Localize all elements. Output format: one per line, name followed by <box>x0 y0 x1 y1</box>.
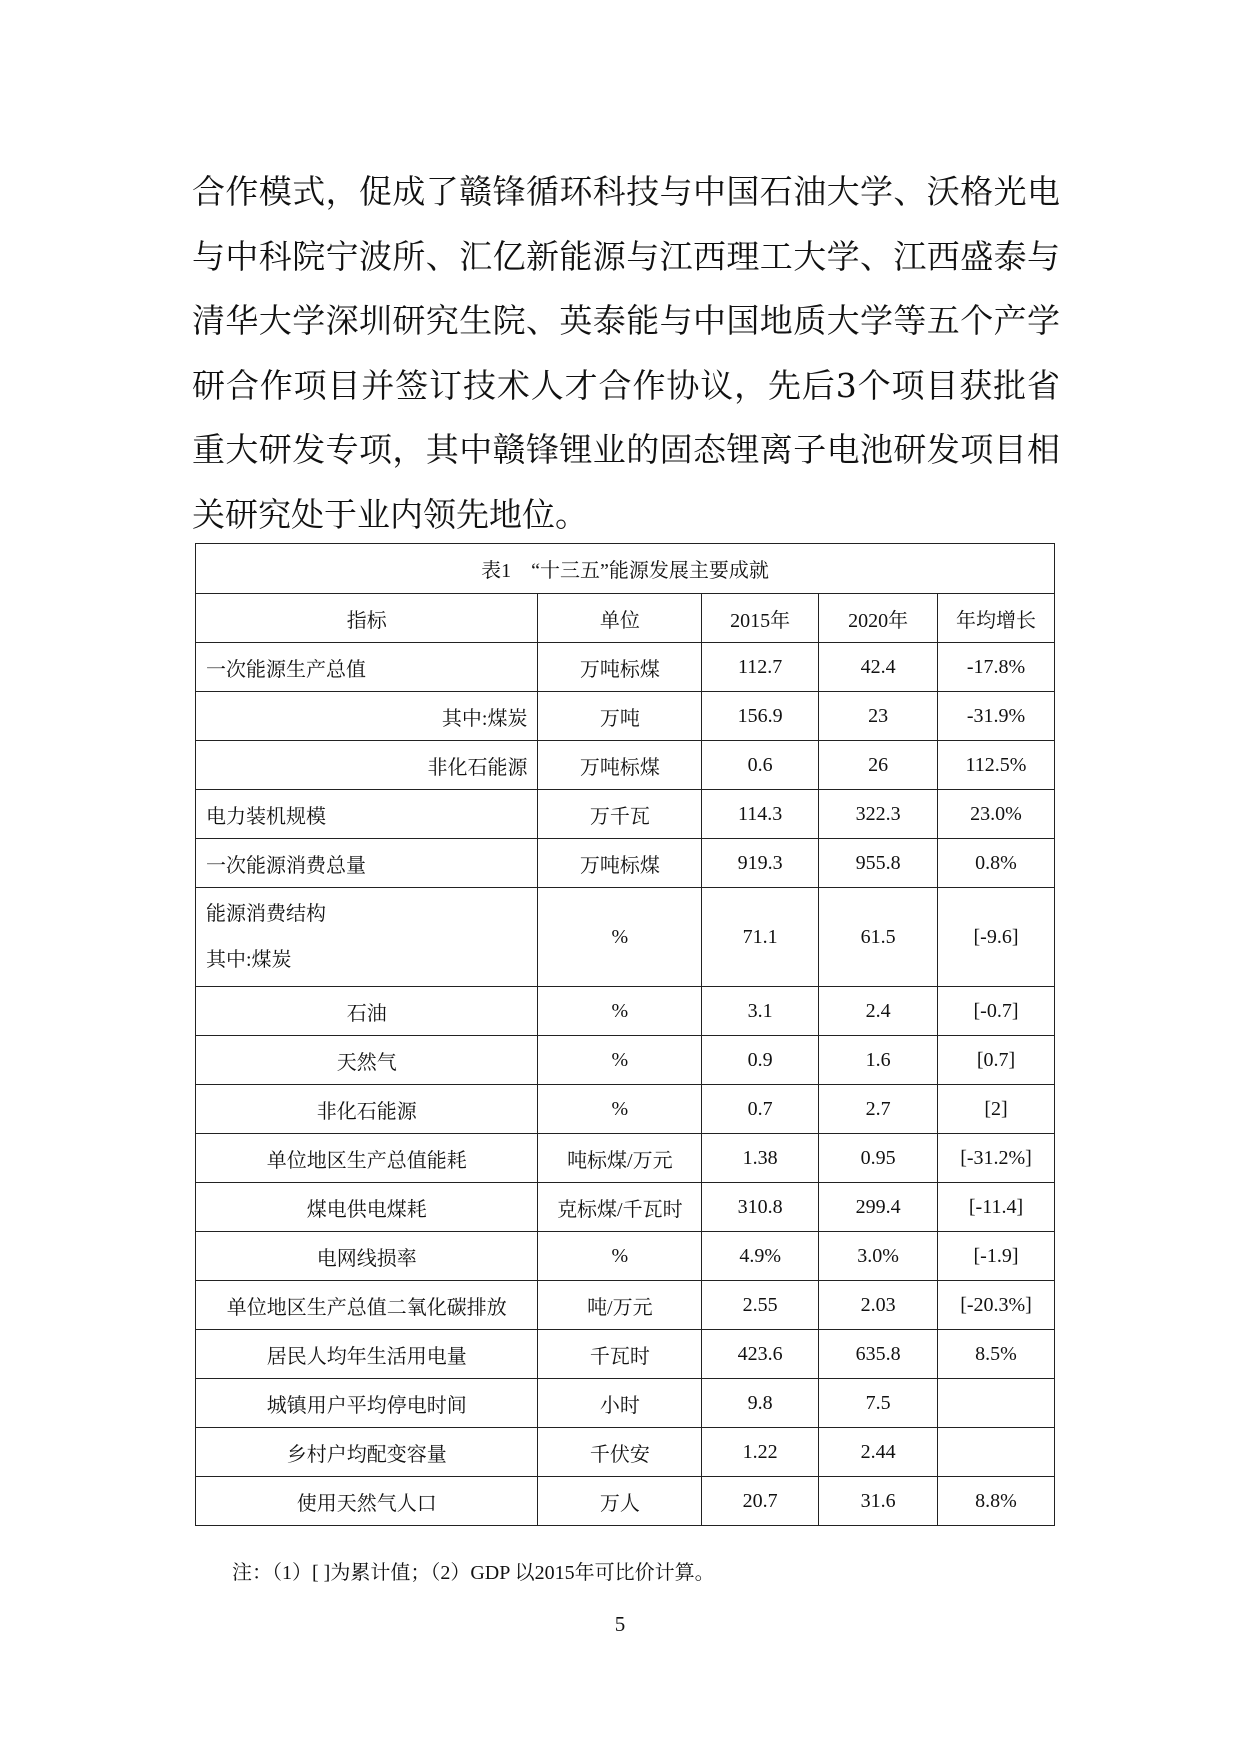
table-row <box>196 1330 1055 1379</box>
indicator-cell: 天然气 <box>196 1036 538 1085</box>
unit-cell: 万人 <box>538 1477 702 1526</box>
table-header-row <box>196 594 1055 643</box>
indicator-cell: 一次能源生产总值 <box>196 643 538 692</box>
growth-cell: [-1.9] <box>938 1232 1055 1281</box>
indicator-cell: 煤电供电煤耗 <box>196 1183 538 1232</box>
growth-cell: [-11.4] <box>938 1183 1055 1232</box>
header-growth: 年均增长 <box>938 594 1055 643</box>
growth-cell: 112.5% <box>938 741 1055 790</box>
body-paragraph <box>192 160 1060 547</box>
table-row <box>196 741 1055 790</box>
value-2015-cell: 0.9 <box>702 1036 819 1085</box>
page-number: 5 <box>614 1612 626 1636</box>
value-2015-cell: 3.1 <box>702 987 819 1036</box>
value-2015-cell: 71.1 <box>702 888 819 987</box>
table-row <box>196 692 1055 741</box>
unit-cell: % <box>538 1232 702 1281</box>
value-2020-cell: 3.0% <box>819 1232 938 1281</box>
value-2020-cell: 0.95 <box>819 1134 938 1183</box>
table-row <box>196 643 1055 692</box>
value-2020-cell: 42.4 <box>819 643 938 692</box>
value-2015-cell: 112.7 <box>702 643 819 692</box>
growth-cell: -31.9% <box>938 692 1055 741</box>
value-2020-cell: 2.7 <box>819 1085 938 1134</box>
header-unit: 单位 <box>538 594 702 643</box>
value-2015-cell: 20.7 <box>702 1477 819 1526</box>
table-row <box>196 1281 1055 1330</box>
unit-cell: 万吨 <box>538 692 702 741</box>
unit-cell: % <box>538 1085 702 1134</box>
growth-cell <box>938 1379 1055 1428</box>
indicator-cell: 电力装机规模 <box>196 790 538 839</box>
unit-cell: % <box>538 888 702 987</box>
growth-cell: [0.7] <box>938 1036 1055 1085</box>
growth-cell: 8.8% <box>938 1477 1055 1526</box>
growth-cell: [-0.7] <box>938 987 1055 1036</box>
unit-cell: 万吨标煤 <box>538 643 702 692</box>
value-2015-cell: 1.22 <box>702 1428 819 1477</box>
growth-cell: [-20.3%] <box>938 1281 1055 1330</box>
indicator-cell: 单位地区生产总值二氧化碳排放 <box>196 1281 538 1330</box>
paragraph-line: 与中科院宁波所、汇亿新能源与江西理工大学、江西盛泰与 <box>192 236 1060 276</box>
value-2020-cell: 955.8 <box>819 839 938 888</box>
table-row <box>196 1477 1055 1526</box>
value-2020-cell: 7.5 <box>819 1379 938 1428</box>
value-2020-cell: 322.3 <box>819 790 938 839</box>
header-2020: 2020年 <box>819 594 938 643</box>
value-2015-cell: 0.7 <box>702 1085 819 1134</box>
unit-cell: 吨标煤/万元 <box>538 1134 702 1183</box>
table-row <box>196 1085 1055 1134</box>
unit-cell: 吨/万元 <box>538 1281 702 1330</box>
table-row <box>196 790 1055 839</box>
value-2015-cell: 9.8 <box>702 1379 819 1428</box>
indicator-cell: 其中:煤炭 <box>196 692 538 741</box>
unit-cell: % <box>538 1036 702 1085</box>
value-2015-cell: 2.55 <box>702 1281 819 1330</box>
indicator-cell: 石油 <box>196 987 538 1036</box>
unit-cell: 小时 <box>538 1379 702 1428</box>
value-2020-cell: 2.44 <box>819 1428 938 1477</box>
value-2020-cell: 1.6 <box>819 1036 938 1085</box>
indicator-cell: 一次能源消费总量 <box>196 839 538 888</box>
growth-cell: -17.8% <box>938 643 1055 692</box>
growth-cell: [2] <box>938 1085 1055 1134</box>
table-row <box>196 839 1055 888</box>
indicator-line: 其中:煤炭 <box>206 949 292 971</box>
indicator-cell: 乡村户均配变容量 <box>196 1428 538 1477</box>
indicator-cell: 非化石能源 <box>196 1085 538 1134</box>
value-2015-cell: 0.6 <box>702 741 819 790</box>
table-row <box>196 1183 1055 1232</box>
unit-cell: 万吨标煤 <box>538 839 702 888</box>
indicator-cell: 城镇用户平均停电时间 <box>196 1379 538 1428</box>
growth-cell <box>938 1428 1055 1477</box>
indicator-cell: 居民人均年生活用电量 <box>196 1330 538 1379</box>
growth-cell: [-9.6] <box>938 888 1055 987</box>
header-indicator: 指标 <box>196 594 538 643</box>
indicator-cell: 非化石能源 <box>196 741 538 790</box>
unit-cell: 万吨标煤 <box>538 741 702 790</box>
table-row <box>196 987 1055 1036</box>
indicator-cell: 电网线损率 <box>196 1232 538 1281</box>
table-title: 表1 “十三五”能源发展主要成就 <box>196 544 1055 594</box>
paragraph-line: 重大研发专项，其中赣锋锂业的固态锂离子电池研发项目相 <box>192 430 1060 469</box>
value-2015-cell: 1.38 <box>702 1134 819 1183</box>
paragraph-line: 合作模式，促成了赣锋循环科技与中国石油大学、沃格光电 <box>192 172 1060 211</box>
unit-cell: 克标煤/千瓦时 <box>538 1183 702 1232</box>
value-2020-cell: 2.4 <box>819 987 938 1036</box>
energy-achievements-table <box>195 543 1055 1526</box>
value-2015-cell: 4.9% <box>702 1232 819 1281</box>
value-2020-cell: 635.8 <box>819 1330 938 1379</box>
growth-cell: [-31.2%] <box>938 1134 1055 1183</box>
indicator-cell: 单位地区生产总值能耗 <box>196 1134 538 1183</box>
growth-cell: 0.8% <box>938 839 1055 888</box>
table-row <box>196 1232 1055 1281</box>
value-2020-cell: 26 <box>819 741 938 790</box>
unit-cell: 千瓦时 <box>538 1330 702 1379</box>
value-2020-cell: 61.5 <box>819 888 938 987</box>
value-2015-cell: 919.3 <box>702 839 819 888</box>
growth-cell: 23.0% <box>938 790 1055 839</box>
paragraph-line: 清华大学深圳研究生院、英泰能与中国地质大学等五个产学 <box>192 301 1060 340</box>
indicator-line: 能源消费结构 <box>206 903 326 925</box>
value-2020-cell: 299.4 <box>819 1183 938 1232</box>
growth-cell: 8.5% <box>938 1330 1055 1379</box>
value-2020-cell: 23 <box>819 692 938 741</box>
paragraph-line: 研合作项目并签订技术人才合作协议，先后3个项目获批省 <box>192 365 1060 405</box>
table-note: 注：（1）[ ]为累计值；（2）GDP 以2015年可比价计算。 <box>232 1562 715 1584</box>
table-row <box>196 1428 1055 1477</box>
value-2020-cell: 31.6 <box>819 1477 938 1526</box>
value-2015-cell: 114.3 <box>702 790 819 839</box>
header-2015: 2015年 <box>702 594 819 643</box>
value-2015-cell: 423.6 <box>702 1330 819 1379</box>
table-row <box>196 888 1055 987</box>
value-2015-cell: 156.9 <box>702 692 819 741</box>
table-row <box>196 1379 1055 1428</box>
unit-cell: 千伏安 <box>538 1428 702 1477</box>
value-2015-cell: 310.8 <box>702 1183 819 1232</box>
indicator-cell <box>196 888 538 987</box>
table-row <box>196 1134 1055 1183</box>
unit-cell: % <box>538 987 702 1036</box>
value-2020-cell: 2.03 <box>819 1281 938 1330</box>
unit-cell: 万千瓦 <box>538 790 702 839</box>
indicator-cell: 使用天然气人口 <box>196 1477 538 1526</box>
table-row <box>196 1036 1055 1085</box>
paragraph-line: 关研究处于业内领先地位。 <box>192 494 588 534</box>
